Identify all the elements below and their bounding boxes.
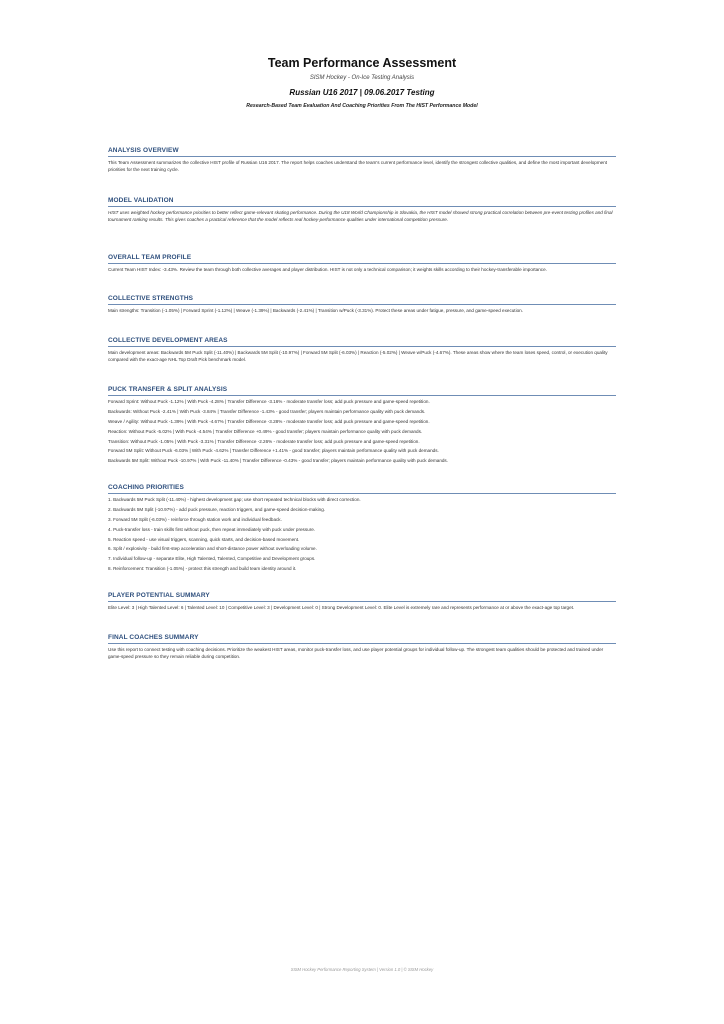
- analysis-overview-section: [108, 147, 616, 173]
- section-text: Current Team HIST Index: -3.43%. Review the team through both collective averages and player distribution. HIST is not only a technical comparison; it weights skills according to their hockey-transferable importance.: [108, 267, 547, 272]
- list-item: 3. Forward 5M Split (-6.03%) - reinforce through station work and individual feedback.: [108, 516, 282, 522]
- list-item: Weave / Agility: Without Puck -1.39% | With Puck -4.67% | Transfer Difference -3.28% - moderate transfer loss; add puck pressure and game-speed repetition.: [108, 418, 430, 424]
- list-item: 1. Backwards 5M Puck Split (-11.40%) - highest development gap; use short repeated technical blocks with direct correction.: [108, 497, 361, 502]
- puck-transfer-list: [108, 398, 616, 464]
- list-item: 7. Individual follow-up - separate Elite, High Talented, Talented, Competitive and Development groups.: [108, 556, 316, 562]
- testing-session-title: Russian U16 2017 | 09.06.2017 Testing: [289, 88, 435, 97]
- section-heading: FINAL COACHES SUMMARY: [108, 634, 616, 644]
- list-item: Reaction: Without Puck -5.02% | With Puck -4.54% | Transfer Difference +0.49% - good transfer; players maintain performance quality with puck demands.: [108, 428, 423, 434]
- section-heading: OVERALL TEAM PROFILE: [108, 254, 616, 264]
- list-item: Transition: Without Puck -1.05% | With Puck -3.31% | Transfer Difference -2.26% - moderate transfer loss; add puck pressure and game-speed repetition.: [108, 438, 420, 444]
- section-text: Use this report to connect testing with coaching decisions. Prioritize the weakest HIST areas, monitor puck-transfer loss, and use player potential groups for individual follow-up. The strongest team qualities should be protected and trained under game-speed pressure so they remain reliable during competition.: [108, 647, 604, 659]
- model-validation-section: [108, 197, 616, 223]
- collective-strengths-section: [108, 295, 616, 314]
- list-item: 6. Split / explosivity - build first-step acceleration and short-distance power without overloading volume.: [108, 546, 317, 552]
- list-item: Forward Sprint: Without Puck -1.12% | With Puck -4.28% | Transfer Difference -3.16% - moderate transfer loss; add puck pressure and game-speed repetition.: [108, 399, 430, 404]
- list-item: 2. Backwards 5M Split (-10.97%) - add puck pressure, reaction triggers, and game-speed decision-making.: [108, 506, 326, 512]
- final-summary-section: [108, 634, 616, 660]
- overall-team-profile-section: [108, 254, 616, 273]
- list-item: 5. Reaction speed - use visual triggers, scanning, quick starts, and decision-based movement.: [108, 536, 300, 542]
- section-heading: PUCK TRANSFER & SPLIT ANALYSIS: [108, 386, 616, 396]
- section-text: Elite Level: 3 | High Talented Level: 6 | Talented Level: 10 | Competitive Level: 3 | Development Level: 0 | Strong Development Level: 0. Elite Level is extremely rare and represents performance at or above the exact-age top target.: [108, 605, 575, 610]
- puck-transfer-section: [108, 386, 616, 467]
- list-item: 8. Reinforcement: Transition (-1.05%) - protect this strength and build team identity around it.: [108, 566, 297, 572]
- section-heading: MODEL VALIDATION: [108, 197, 616, 207]
- section-text: Main development areas: Backwards 5M Puck Split (-11.40%) | Backwards 5M Split (-10.97%) | Forward 5M Split (-6.03%) | Reaction (-5.02%) | Weave w/Puck (-4.67%). These areas show where the team loses speed, control, or execution quality compared with the exact-age NHL Top Draft Pick benchmark model.: [108, 350, 608, 362]
- player-potential-section: [108, 592, 616, 611]
- coaching-priorities-list: [108, 496, 616, 572]
- collective-development-section: [108, 337, 616, 363]
- page-tagline: Research-Based Team Evaluation And Coaching Priorities From The HIST Performance Model: [246, 103, 478, 109]
- list-item: Forward 5M Split: Without Puck -6.03% | With Puck -4.62% | Transfer Difference +1.41% - good transfer; players maintain performance quality with puck demands.: [108, 448, 439, 454]
- page-footer: SISM Hockey Performance Reporting System | Version 1.0 | © SISM Hockey: [290, 967, 434, 972]
- section-heading: PLAYER POTENTIAL SUMMARY: [108, 592, 616, 602]
- page-title: Team Performance Assessment: [267, 56, 457, 70]
- section-text: This Team Assessment summarizes the collective HIST profile of Russian U16 2017. The report helps coaches understand the team's current performance level, identify the strongest collective qualities, and define the most important development priorities for the next training cycle.: [108, 160, 608, 172]
- list-item: Backwards: Without Puck -2.41% | With Puck -3.84% | Transfer Difference -1.43% - good transfer; players maintain performance quality with puck demands.: [108, 408, 426, 414]
- section-heading: COLLECTIVE DEVELOPMENT AREAS: [108, 337, 616, 347]
- section-text: HIST uses weighted hockey performance priorities to better reflect game-relevant skating performance. During the U18 World Championship in Slovakia, the HIST model showed strong practical correlation between pre-event testing profiles and final tournament ranking results. This gives coaches a practical reference that the model reflects real hockey-performance qualities under international competition pressure.: [108, 210, 613, 222]
- coaching-priorities-section: [108, 484, 616, 575]
- section-heading: ANALYSIS OVERVIEW: [108, 147, 616, 157]
- section-text: Main strengths: Transition (-1.05%) | Forward Sprint (-1.12%) | Weave (-1.39%) | Backwards (-2.41%) | Transition w/Puck (-3.31%). Protect these areas under fatigue, pressure, and game-speed execution.: [108, 308, 523, 313]
- section-heading: COACHING PRIORITIES: [108, 484, 616, 494]
- list-item: Backwards 5M Split: Without Puck -10.97% | With Puck -11.40% | Transfer Difference -0.43% - good transfer; players maintain performance quality with puck demands.: [108, 458, 449, 464]
- page-subtitle: SISM Hockey - On-Ice Testing Analysis: [309, 75, 415, 81]
- section-heading: COLLECTIVE STRENGTHS: [108, 295, 616, 305]
- list-item: 4. Puck-transfer loss - train skills first without puck, then repeat immediately with puck under pressure.: [108, 526, 316, 532]
